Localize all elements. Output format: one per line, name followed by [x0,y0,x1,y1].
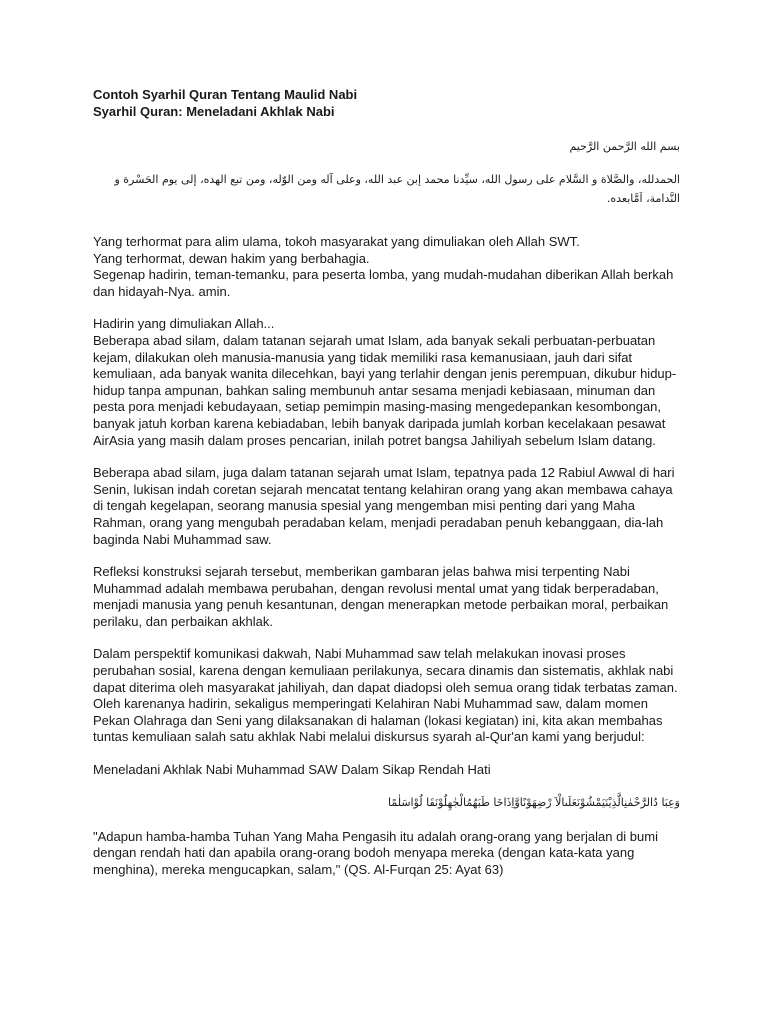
greeting-line: Segenap hadirin, teman-temanku, para peserta lomba, yang mudah-mudahan diberikan Allah berkah dan hidayah-Nya. amin. [93,267,674,299]
document-subtitle: Syarhil Quran: Meneladani Akhlak Nabi [93,104,335,119]
greeting-block [93,234,683,300]
paragraph-text: Beberapa abad silam, dalam tatanan sejarah umat Islam, ada banyak sekali perbuatan-perbuatan kejam, dilakukan oleh manusia-manusia yang tidak memiliki rasa kemanusiaan, jauh dari sifat kemuliaan, ada banyak wanita dilecehkan, bayi yang terlahir dengan jenis perempuan, dikubur hidup-hidup tanpa ampunan, bahkan saling membunuh antar sesama menjadi kebiasaan, minuman dan pesta pora menjadi kebudayaan, setiap pemimpin masing-masing mengedepankan kesombongan, banyak jatuh korban karena kebiadaban, lebih banyak daripada jumlah korban kecelakaan pesawat AirAsia yang masih dalam proses pencarian, inilah potret bangsa Jahiliyah sebelum Islam datang. [93,332,677,448]
arabic-opening: الحمدلله، والصَّلاة و السَّلام على رسول الله، سيِّدنا محمد إبن عبد الله، وعلى آله ومن الوّله، ومن تبع الهده، إلى يوم الحَسْرة و النَّدامة، اَمَّابعده. [114,173,680,205]
greeting-line: Yang terhormat, dewan hakim yang berbahagia. [93,250,370,266]
speech-title: Meneladani Akhlak Nabi Muhammad SAW Dalam Sikap Rendah Hati [93,762,491,778]
verse-translation: "Adapun hamba-hamba Tuhan Yang Maha Pengasih itu adalah orang-orang yang berjalan di bumi dengan rendah hati dan apabila orang-orang bodoh menyapa mereka (dengan kata-kata yang menghina), mereka mengucapkan, salam," (QS. Al-Furqan 25: Ayat 63) [93,828,658,877]
body-paragraph: Dalam perspektif komunikasi dakwah, Nabi Muhammad saw telah melakukan inovasi proses perubahan sosial, karena dengan kemuliaan perilakunya, secara dinamis dan sistematis, akhlak nabi dapat diterima oleh masyarakat jahiliyah, dan dapat diadopsi oleh semua orang tidak terbatas zaman. Oleh karenanya hadirin, sekaligus memperingati Kelahiran Nabi Muhammad saw, dalam momen Pekan Olahraga dan Seni yang dilaksanakan di halaman (lokasi kegiatan) ini, kita akan membahas tuntas kemuliaan salah satu akhlak Nabi melalui diskursus syarah al-Qur'an kami yang berjudul: [93,646,678,745]
document-title: Contoh Syarhil Quran Tentang Maulid Nabi [93,87,358,102]
body-paragraph [93,316,683,449]
address-line: Hadirin yang dimuliakan Allah... [93,316,275,332]
body-paragraph: Beberapa abad silam, juga dalam tatanan sejarah umat Islam, tepatnya pada 12 Rabiul Awwal di hari Senin, lukisan indah coretan sejarah mencatat tentang kelahiran orang yang akan membawa cahaya di tengah kegelapan, seorang manusia spesial yang mengemban misi penting dari yang Maha Rahman, orang yang mengubah peradaban kelam, menjadi peradaban penuh kebanggaan, dia-lah baginda Nabi Muhammad saw. [93,465,675,547]
quran-verse: وَعِبَا دُالرَّحْمٰنِالَّذِيْنَيَمْشُوْنَعَلَىالْاَ رْضِهَوْنًاوَّاِذَاخَا طَبَهُمُالْجٰهِلُوْنَقَا لُوْاسَلٰمًا [387,795,680,809]
body-paragraph: Refleksi konstruksi sejarah tersebut, memberikan gambaran jelas bahwa misi terpenting Nabi Muhammad adalah membawa perubahan, dengan revolusi mental umat yang tidak berperadaban, menjadi manusia yang penuh kesantunan, dengan menerapkan metode perbaikan moral, perbaikan perilaku, dan perbaikan akhlak. [93,564,669,629]
greeting-line: Yang terhormat para alim ulama, tokoh masyarakat yang dimuliakan oleh Allah SWT. [93,234,580,249]
document-page [93,86,683,878]
basmala: بسم الله الرَّحمن الرَّحيم [569,140,680,153]
